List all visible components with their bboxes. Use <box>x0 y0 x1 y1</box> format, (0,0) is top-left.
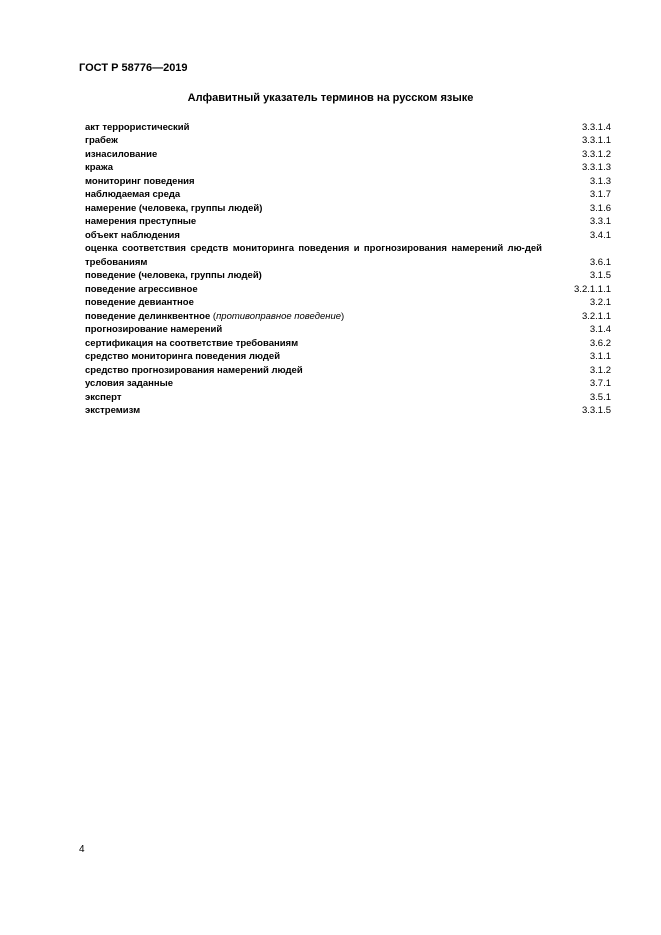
index-reference: 3.1.6 <box>589 202 611 214</box>
index-term: поведение агрессивное <box>85 283 198 295</box>
index-reference: 3.1.5 <box>589 270 611 281</box>
index-term: поведение (человека, группы людей) <box>85 270 262 281</box>
index-reference: 3.1.3 <box>589 175 611 187</box>
index-entry <box>85 283 611 297</box>
index-reference: 3.7.1 <box>589 378 611 389</box>
term-index-list <box>85 121 611 418</box>
index-reference: 3.5.1 <box>589 391 611 403</box>
index-term: средство мониторинга поведения людей <box>85 351 281 362</box>
note-open-paren: ( <box>210 310 217 322</box>
index-reference: 3.1.4 <box>589 324 611 335</box>
index-term: намерение (человека, группы людей) <box>85 202 263 214</box>
index-term: намерения преступные <box>85 216 197 227</box>
index-entry <box>85 134 611 148</box>
index-entry <box>85 161 611 175</box>
index-term: поведение девиантное <box>85 297 194 308</box>
index-entry <box>85 202 611 216</box>
index-reference: 3.1.2 <box>589 364 611 376</box>
index-entry <box>85 229 611 243</box>
index-entry <box>85 148 611 162</box>
index-entry <box>85 242 611 269</box>
index-reference: 3.3.1.4 <box>581 121 611 133</box>
index-entry <box>85 269 611 283</box>
index-entry <box>85 404 611 418</box>
index-reference: 3.3.1.3 <box>581 162 611 173</box>
index-entry <box>85 175 611 189</box>
index-reference: 3.3.1.2 <box>581 148 611 160</box>
index-term: экстремизм <box>85 405 141 416</box>
index-term: условия заданные <box>85 378 173 389</box>
index-entry <box>85 215 611 229</box>
index-reference: 3.6.1 <box>589 256 611 268</box>
index-term: объект наблюдения <box>85 229 180 241</box>
index-term: акт террористический <box>85 121 190 133</box>
index-term: эксперт <box>85 391 122 403</box>
index-reference: 3.4.1 <box>589 229 611 241</box>
index-reference: 3.6.2 <box>589 337 611 349</box>
index-reference: 3.2.1.1.1 <box>574 283 611 295</box>
index-reference: 3.1.7 <box>589 189 611 200</box>
index-term: кража <box>85 162 113 173</box>
synonym-term: противоправное поведение <box>216 310 342 322</box>
standard-designation: ГОСТ Р 58776—2019 <box>79 62 188 74</box>
index-entry <box>85 391 611 405</box>
index-term: сертификация на соответствие требованиям <box>85 337 299 349</box>
index-title: Алфавитный указатель терминов на русском языке <box>187 92 474 104</box>
index-reference: 3.3.1.1 <box>581 135 611 146</box>
index-reference: 3.3.1.5 <box>581 405 611 416</box>
page-number: 4 <box>79 844 85 855</box>
index-term: мониторинг поведения <box>85 175 195 187</box>
index-term-with-note <box>85 310 344 324</box>
index-term: поведение делинквентное <box>85 310 211 322</box>
index-entry <box>85 323 611 337</box>
index-term: изнасилование <box>85 148 158 160</box>
index-entry <box>85 337 611 351</box>
index-term: оценка соответствия средств мониторинга поведения и прогнозирования намерений лю-дей требованиям <box>85 243 542 268</box>
index-entry <box>85 188 611 202</box>
index-term: прогнозирование намерений <box>85 324 223 335</box>
index-entry <box>85 310 611 324</box>
index-reference: 3.3.1 <box>589 216 611 227</box>
index-entry <box>85 350 611 364</box>
index-reference: 3.1.1 <box>589 351 611 362</box>
index-reference: 3.2.1.1 <box>581 310 611 322</box>
index-term: наблюдаемая среда <box>85 189 181 200</box>
index-entry <box>85 296 611 310</box>
index-entry <box>85 364 611 378</box>
index-term: грабеж <box>85 135 118 146</box>
index-term: средство прогнозирования намерений людей <box>85 364 303 376</box>
note-close-paren: ) <box>341 310 345 322</box>
index-entry <box>85 377 611 391</box>
index-entry <box>85 121 611 135</box>
index-reference: 3.2.1 <box>589 297 611 308</box>
synonym-note <box>210 311 344 322</box>
